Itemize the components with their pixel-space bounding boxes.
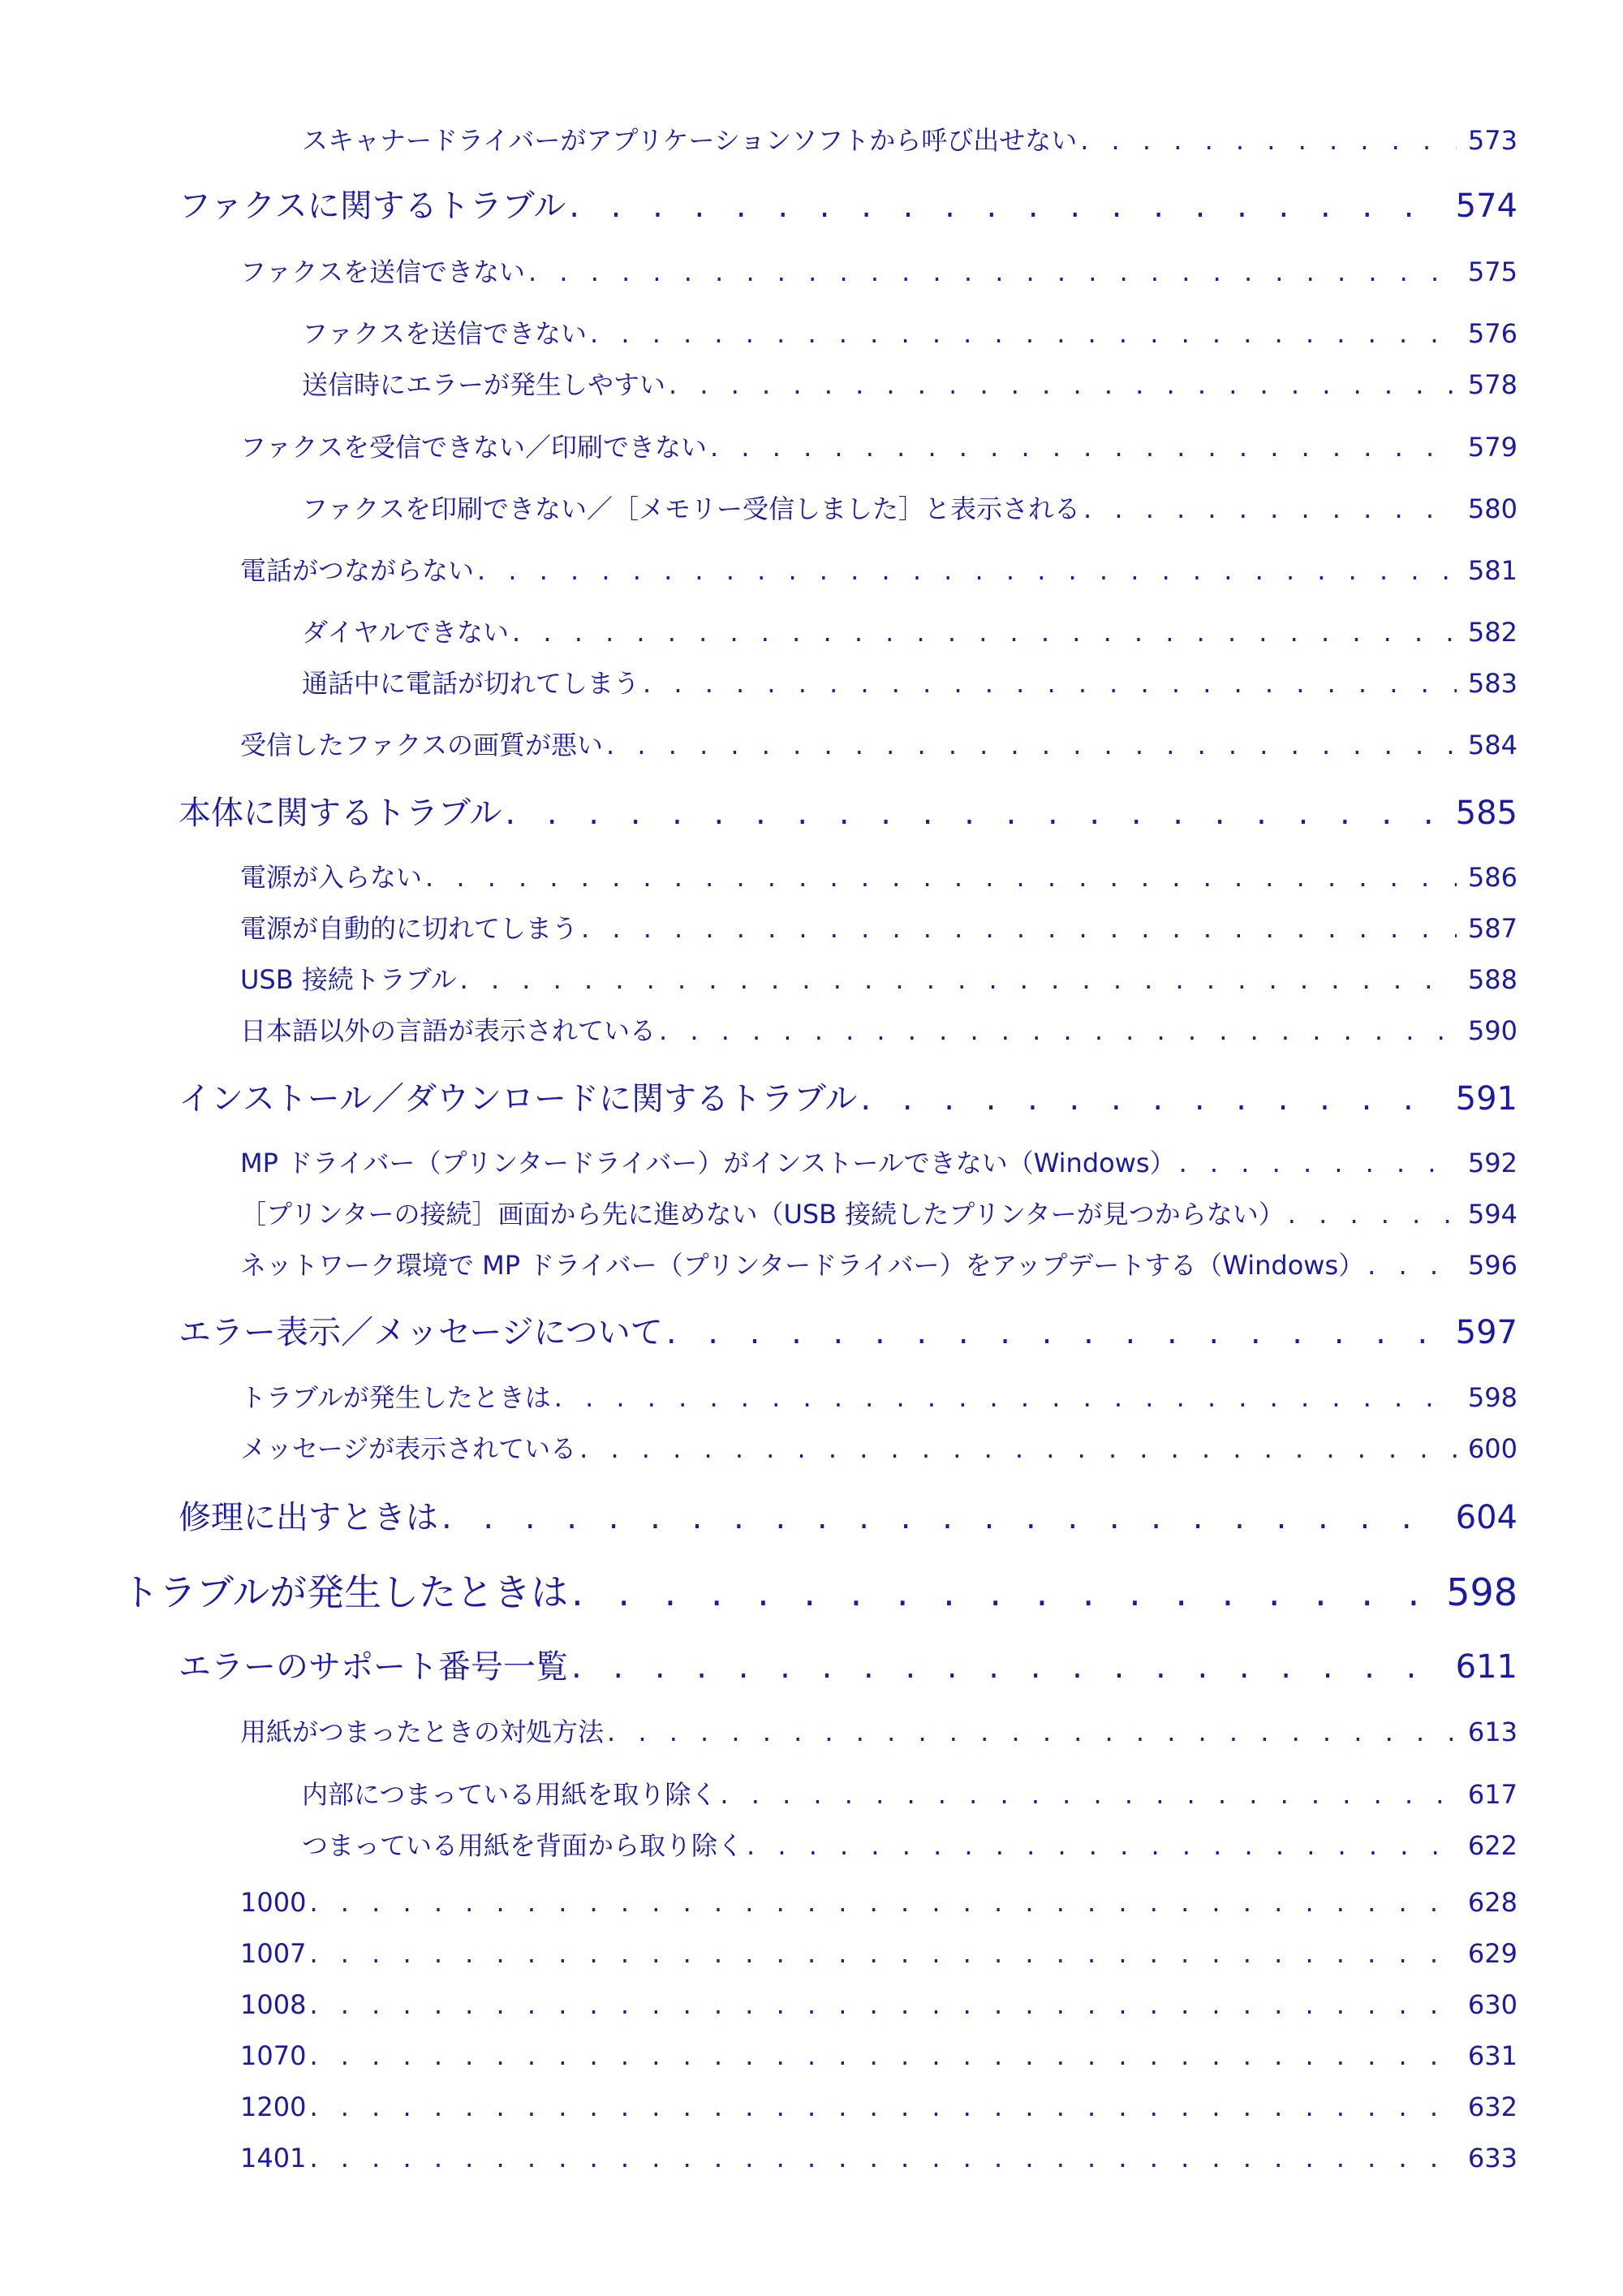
toc-leader-dots [860, 1080, 1444, 1118]
toc-leader-dots [666, 1314, 1444, 1351]
toc-entry[interactable] [240, 427, 1518, 464]
toc-entry[interactable] [179, 1492, 1518, 1538]
toc-entry-page: 598 [1446, 1570, 1518, 1614]
toc-entry[interactable] [302, 1825, 1518, 1863]
toc-leader-dots [569, 187, 1444, 225]
toc-leader-dots [643, 668, 1457, 699]
toc-entry-title: 本体に関するトラブル [179, 795, 502, 832]
toc-entry[interactable] [179, 1641, 1518, 1687]
toc-entry-title: ファクスを送信できない [240, 256, 526, 287]
toc-leader-dots [505, 795, 1444, 832]
toc-entry[interactable] [240, 959, 1518, 997]
toc-entry-page: 594 [1467, 1199, 1518, 1230]
toc-leader-dots [606, 730, 1457, 760]
toc-entry-page: 576 [1467, 318, 1518, 349]
toc-entry-title: ファクスに関するトラブル [179, 187, 566, 225]
toc-entry-title: 1007 [240, 1938, 307, 1969]
toc-entry-page: 633 [1467, 2143, 1518, 2173]
toc-entry-page: 597 [1455, 1314, 1518, 1351]
toc-entry-title: ファクスを受信できない／印刷できない [240, 432, 708, 463]
toc-entry-page: 585 [1455, 795, 1518, 832]
toc-leader-dots [512, 617, 1457, 648]
toc-entry-page: 579 [1467, 432, 1518, 463]
toc-entry-title: 1000 [240, 1887, 307, 1918]
toc-leader-dots [441, 1499, 1444, 1536]
toc-entry-title: ［プリンターの接続］画面から先に進めない（USB 接続したプリンターが見つからない） [240, 1199, 1285, 1230]
toc-entry[interactable] [302, 120, 1518, 157]
toc-leader-dots [1179, 1148, 1457, 1178]
toc-entry[interactable] [240, 252, 1518, 289]
toc-entry-page: 611 [1455, 1648, 1518, 1686]
toc-leader-dots [309, 1989, 1456, 2020]
toc-entry[interactable] [302, 663, 1518, 700]
toc-entry-title: ファクスを印刷できない／［メモリー受信しました］と表示される [302, 493, 1081, 524]
toc-leader-dots [747, 1830, 1457, 1861]
toc-entry-title: ダイヤルできない [302, 617, 510, 648]
toc-entry-page: 617 [1467, 1779, 1518, 1810]
toc-leader-dots [571, 1648, 1444, 1686]
toc-leader-dots [460, 964, 1457, 995]
toc-leader-dots [425, 862, 1457, 893]
toc-entry-title: MP ドライバー（プリンタードライバー）がインストールできない（Windows） [240, 1148, 1176, 1178]
toc-entry[interactable] [302, 489, 1518, 526]
toc-entry-title: 1200 [240, 2091, 307, 2122]
toc-entry-page: 590 [1467, 1015, 1518, 1046]
toc-entry-page: 604 [1455, 1499, 1518, 1536]
toc-leader-dots [581, 913, 1457, 944]
toc-entry[interactable] [240, 1887, 1518, 1918]
toc-entry-title: 内部につまっている用紙を取り除く [302, 1779, 717, 1810]
toc-entry-page: 586 [1467, 862, 1518, 893]
toc-entry-page: 631 [1467, 2040, 1518, 2071]
toc-entry[interactable] [240, 1989, 1518, 2020]
toc-entry[interactable] [240, 1194, 1518, 1231]
toc-leader-dots [554, 1382, 1457, 1413]
toc-leader-dots [590, 318, 1457, 349]
toc-entry-page: 630 [1467, 1989, 1518, 2020]
toc-leader-dots [309, 2143, 1456, 2173]
toc-leader-dots [720, 1779, 1457, 1810]
toc-entry-page: 591 [1455, 1080, 1518, 1118]
toc-entry-page: 582 [1467, 617, 1518, 648]
toc-entry[interactable] [240, 2143, 1518, 2173]
toc-entry[interactable] [302, 364, 1518, 402]
toc-entry[interactable] [240, 1712, 1518, 1749]
toc-entry[interactable] [122, 1563, 1518, 1617]
toc-entry[interactable] [240, 1143, 1518, 1180]
toc-entry-page: 584 [1467, 730, 1518, 760]
toc-leader-dots [571, 1570, 1435, 1614]
toc-entry-title: 1008 [240, 1989, 307, 2020]
toc-leader-dots [528, 256, 1457, 287]
toc-entry[interactable] [240, 1428, 1518, 1466]
toc-entry-page: 580 [1467, 493, 1518, 524]
toc-entry[interactable] [240, 857, 1518, 894]
toc-entry[interactable] [302, 1774, 1518, 1811]
toc-entry[interactable] [240, 725, 1518, 762]
toc-entry-title: USB 接続トラブル [240, 964, 457, 995]
toc-entry[interactable] [302, 612, 1518, 649]
toc-entry[interactable] [302, 313, 1518, 351]
toc-entry[interactable] [240, 1938, 1518, 1969]
toc-leader-dots [1083, 493, 1457, 524]
toc-entry-page: 575 [1467, 256, 1518, 287]
toc-entry-title: ファクスを送信できない [302, 318, 588, 349]
toc-entry[interactable] [240, 1010, 1518, 1048]
toc-entry-title: 電源が自動的に切れてしまう [240, 913, 579, 944]
toc-entry-title: 修理に出すときは [179, 1499, 438, 1536]
toc-leader-dots [309, 1938, 1456, 1969]
toc-entry-title: つまっている用紙を背面から取り除く [302, 1830, 744, 1861]
toc-entry-title: 用紙がつまったときの対処方法 [240, 1717, 605, 1747]
toc-leader-dots [309, 1887, 1456, 1918]
toc-entry-title: 1070 [240, 2040, 307, 2071]
toc-entry-title: エラーのサポート番号一覧 [179, 1648, 568, 1686]
toc-entry-page: 600 [1467, 1433, 1518, 1464]
toc-entry-title: トラブルが発生したときは [240, 1382, 551, 1413]
toc-entry-title: 日本語以外の言語が表示されている [240, 1015, 657, 1046]
toc-entry-page: 588 [1467, 964, 1518, 995]
toc-entry-title: ネットワーク環境で MP ドライバー（プリンタードライバー）をアップデートする（Windows） [240, 1250, 1365, 1281]
toc-leader-dots [309, 2091, 1456, 2122]
toc-entry[interactable] [240, 2091, 1518, 2122]
toc-entry-title: 受信したファクスの画質が悪い [240, 730, 604, 760]
toc-entry-title: 電源が入らない [240, 862, 423, 893]
toc-entry-page: 596 [1467, 1250, 1518, 1281]
toc-entry[interactable] [240, 1377, 1518, 1415]
toc-entry-page: 583 [1467, 668, 1518, 699]
toc-entry[interactable] [240, 908, 1518, 946]
toc-entry-page: 622 [1467, 1830, 1518, 1861]
toc-entry-title: メッセージが表示されている [240, 1433, 577, 1464]
toc-entry-page: 587 [1467, 913, 1518, 944]
toc-entry[interactable] [179, 1073, 1518, 1119]
toc-leader-dots [669, 369, 1457, 400]
toc-entry[interactable] [179, 1307, 1518, 1353]
toc-entry-page: 574 [1455, 187, 1518, 225]
toc-entry-title: トラブルが発生したときは [122, 1570, 569, 1614]
toc-leader-dots [710, 432, 1457, 463]
toc-entry-title: 送信時にエラーが発生しやすい [302, 369, 666, 400]
toc-entry-page: 592 [1467, 1148, 1518, 1178]
toc-entry[interactable] [240, 2040, 1518, 2071]
toc-leader-dots [607, 1717, 1457, 1747]
toc-leader-dots [579, 1433, 1457, 1464]
toc-entry[interactable] [240, 550, 1518, 588]
toc-entry-title: 電話がつながらない [240, 555, 475, 586]
toc-leader-dots [477, 555, 1457, 586]
toc-entry-page: 628 [1467, 1887, 1518, 1918]
toc-entry-title: インストール／ダウンロードに関するトラブル [179, 1080, 858, 1118]
toc-leader-dots [659, 1015, 1457, 1046]
toc-entry-page: 598 [1467, 1382, 1518, 1413]
toc-leader-dots [1288, 1199, 1457, 1230]
toc-entry-page: 629 [1467, 1938, 1518, 1969]
toc-entry[interactable] [179, 787, 1518, 834]
toc-entry-title: 1401 [240, 2143, 307, 2173]
toc-leader-dots [1367, 1250, 1457, 1281]
toc-leader-dots [1080, 125, 1457, 156]
toc-entry-page: 613 [1467, 1717, 1518, 1747]
toc-entry-title: エラー表示／メッセージについて [179, 1314, 663, 1351]
toc-entry-page: 581 [1467, 555, 1518, 586]
toc-entry-page: 632 [1467, 2091, 1518, 2122]
toc-entry-page: 573 [1467, 125, 1518, 156]
toc-entry-page: 578 [1467, 369, 1518, 400]
toc-entry-title: スキャナードライバーがアプリケーションソフトから呼び出せない [302, 125, 1078, 156]
toc-leader-dots [309, 2040, 1456, 2071]
toc-entry-title: 通話中に電話が切れてしまう [302, 668, 640, 699]
toc-entry[interactable] [179, 180, 1518, 226]
toc-entry[interactable] [240, 1245, 1518, 1282]
